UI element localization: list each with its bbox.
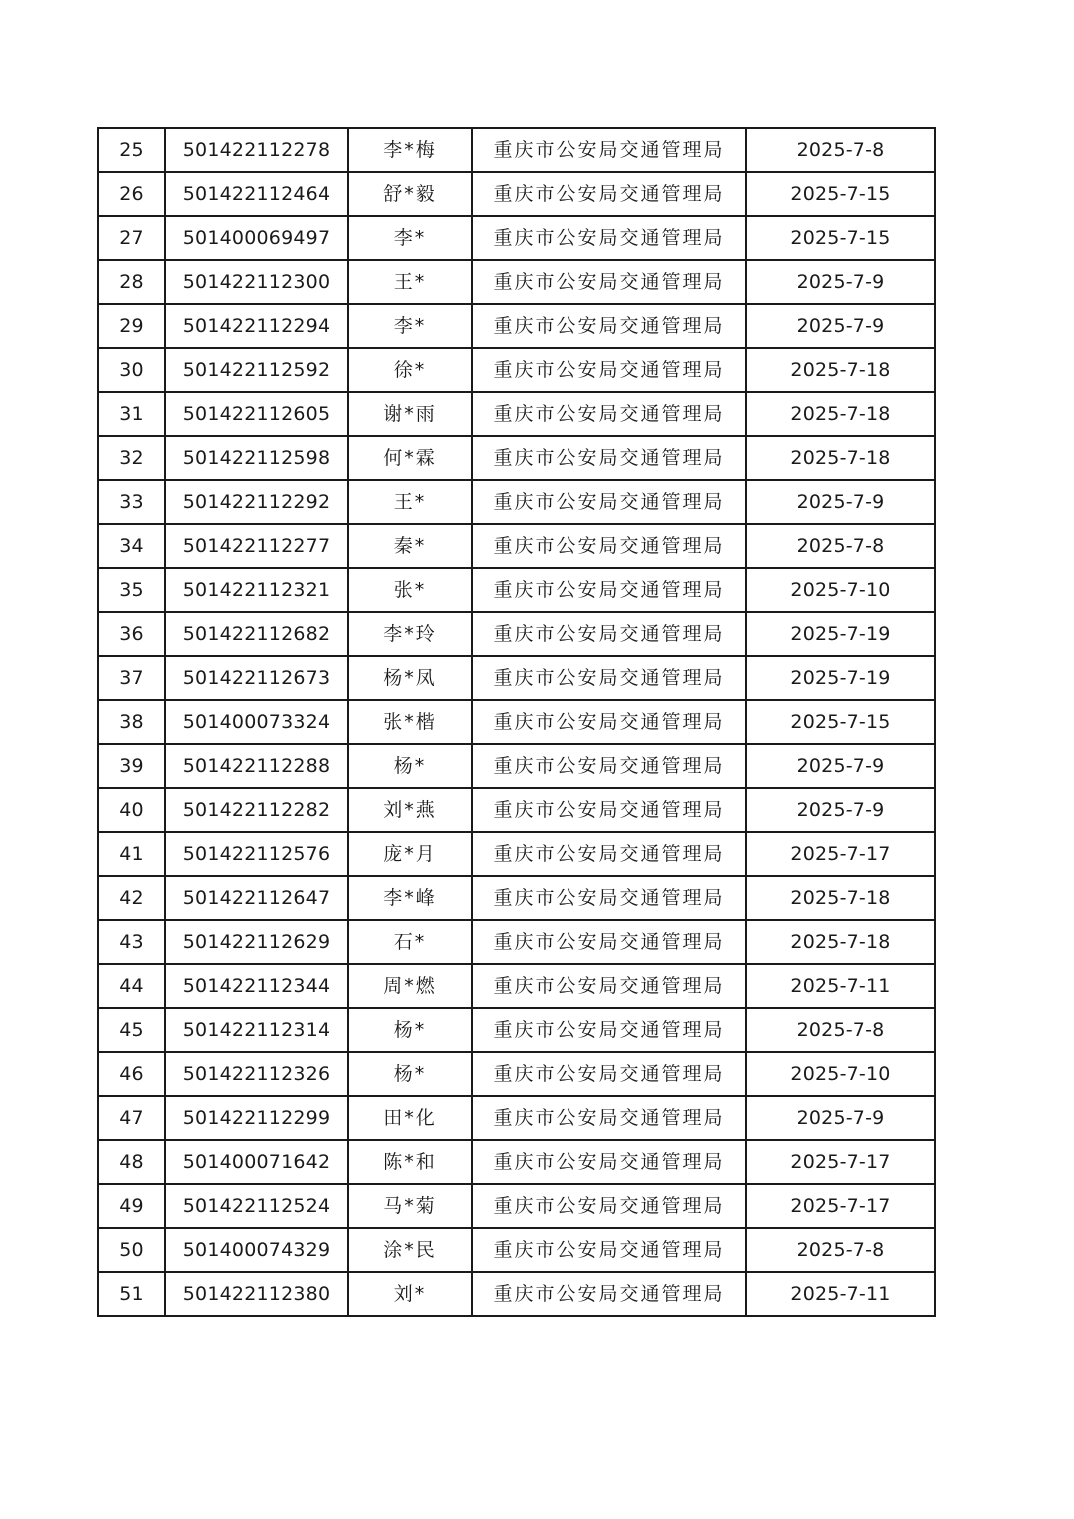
person-name-cell: 李*梅	[348, 128, 472, 172]
records-table	[97, 127, 936, 1317]
person-name-cell: 杨*	[348, 1008, 472, 1052]
row-number-cell: 42	[98, 876, 165, 920]
record-id-cell: 501422112598	[165, 436, 348, 480]
row-number-cell: 46	[98, 1052, 165, 1096]
table-row	[98, 656, 935, 700]
row-number-cell: 36	[98, 612, 165, 656]
person-name-cell: 谢*雨	[348, 392, 472, 436]
organization-cell: 重庆市公安局交通管理局	[472, 876, 746, 920]
table-row	[98, 568, 935, 612]
organization-cell: 重庆市公安局交通管理局	[472, 1228, 746, 1272]
date-cell: 2025-7-17	[746, 832, 935, 876]
row-number-cell: 49	[98, 1184, 165, 1228]
table-row	[98, 128, 935, 172]
organization-cell: 重庆市公安局交通管理局	[472, 700, 746, 744]
person-name-cell: 周*燃	[348, 964, 472, 1008]
table-row	[98, 612, 935, 656]
date-cell: 2025-7-15	[746, 172, 935, 216]
person-name-cell: 刘*燕	[348, 788, 472, 832]
record-id-cell: 501422112326	[165, 1052, 348, 1096]
row-number-cell: 50	[98, 1228, 165, 1272]
row-number-cell: 44	[98, 964, 165, 1008]
organization-cell: 重庆市公安局交通管理局	[472, 1184, 746, 1228]
date-cell: 2025-7-18	[746, 920, 935, 964]
organization-cell: 重庆市公安局交通管理局	[472, 480, 746, 524]
person-name-cell: 田*化	[348, 1096, 472, 1140]
date-cell: 2025-7-18	[746, 392, 935, 436]
date-cell: 2025-7-8	[746, 128, 935, 172]
record-id-cell: 501422112464	[165, 172, 348, 216]
person-name-cell: 涂*民	[348, 1228, 472, 1272]
organization-cell: 重庆市公安局交通管理局	[472, 172, 746, 216]
row-number-cell: 25	[98, 128, 165, 172]
row-number-cell: 51	[98, 1272, 165, 1316]
record-id-cell: 501422112314	[165, 1008, 348, 1052]
table-row	[98, 876, 935, 920]
date-cell: 2025-7-10	[746, 1052, 935, 1096]
table-row	[98, 524, 935, 568]
organization-cell: 重庆市公安局交通管理局	[472, 1140, 746, 1184]
organization-cell: 重庆市公安局交通管理局	[472, 436, 746, 480]
row-number-cell: 35	[98, 568, 165, 612]
record-id-cell: 501422112299	[165, 1096, 348, 1140]
record-id-cell: 501422112292	[165, 480, 348, 524]
record-id-cell: 501422112647	[165, 876, 348, 920]
table-row	[98, 832, 935, 876]
person-name-cell: 李*玲	[348, 612, 472, 656]
date-cell: 2025-7-18	[746, 348, 935, 392]
person-name-cell: 王*	[348, 260, 472, 304]
table-row	[98, 392, 935, 436]
organization-cell: 重庆市公安局交通管理局	[472, 392, 746, 436]
row-number-cell: 33	[98, 480, 165, 524]
person-name-cell: 马*菊	[348, 1184, 472, 1228]
organization-cell: 重庆市公安局交通管理局	[472, 524, 746, 568]
person-name-cell: 陈*和	[348, 1140, 472, 1184]
row-number-cell: 29	[98, 304, 165, 348]
organization-cell: 重庆市公安局交通管理局	[472, 656, 746, 700]
date-cell: 2025-7-17	[746, 1184, 935, 1228]
date-cell: 2025-7-9	[746, 744, 935, 788]
date-cell: 2025-7-19	[746, 612, 935, 656]
person-name-cell: 舒*毅	[348, 172, 472, 216]
row-number-cell: 48	[98, 1140, 165, 1184]
row-number-cell: 37	[98, 656, 165, 700]
person-name-cell: 何*霖	[348, 436, 472, 480]
organization-cell: 重庆市公安局交通管理局	[472, 612, 746, 656]
date-cell: 2025-7-9	[746, 788, 935, 832]
organization-cell: 重庆市公安局交通管理局	[472, 1096, 746, 1140]
person-name-cell: 李*	[348, 304, 472, 348]
person-name-cell: 刘*	[348, 1272, 472, 1316]
table-row	[98, 216, 935, 260]
row-number-cell: 38	[98, 700, 165, 744]
table-row	[98, 172, 935, 216]
table-row	[98, 1140, 935, 1184]
record-id-cell: 501400071642	[165, 1140, 348, 1184]
record-id-cell: 501422112605	[165, 392, 348, 436]
records-table-body	[98, 128, 935, 1316]
row-number-cell: 43	[98, 920, 165, 964]
row-number-cell: 28	[98, 260, 165, 304]
date-cell: 2025-7-8	[746, 1228, 935, 1272]
table-row	[98, 920, 935, 964]
table-row	[98, 348, 935, 392]
record-id-cell: 501422112278	[165, 128, 348, 172]
date-cell: 2025-7-11	[746, 1272, 935, 1316]
row-number-cell: 47	[98, 1096, 165, 1140]
organization-cell: 重庆市公安局交通管理局	[472, 216, 746, 260]
record-id-cell: 501422112592	[165, 348, 348, 392]
table-row	[98, 744, 935, 788]
record-id-cell: 501422112576	[165, 832, 348, 876]
date-cell: 2025-7-9	[746, 260, 935, 304]
row-number-cell: 39	[98, 744, 165, 788]
table-row	[98, 700, 935, 744]
person-name-cell: 张*楷	[348, 700, 472, 744]
person-name-cell: 李*峰	[348, 876, 472, 920]
organization-cell: 重庆市公安局交通管理局	[472, 1008, 746, 1052]
table-row	[98, 1272, 935, 1316]
record-id-cell: 501422112288	[165, 744, 348, 788]
person-name-cell: 李*	[348, 216, 472, 260]
organization-cell: 重庆市公安局交通管理局	[472, 744, 746, 788]
table-row	[98, 304, 935, 348]
person-name-cell: 秦*	[348, 524, 472, 568]
row-number-cell: 41	[98, 832, 165, 876]
organization-cell: 重庆市公安局交通管理局	[472, 1052, 746, 1096]
person-name-cell: 杨*凤	[348, 656, 472, 700]
organization-cell: 重庆市公安局交通管理局	[472, 964, 746, 1008]
organization-cell: 重庆市公安局交通管理局	[472, 128, 746, 172]
table-row	[98, 436, 935, 480]
row-number-cell: 40	[98, 788, 165, 832]
row-number-cell: 45	[98, 1008, 165, 1052]
date-cell: 2025-7-9	[746, 304, 935, 348]
person-name-cell: 庞*月	[348, 832, 472, 876]
date-cell: 2025-7-18	[746, 436, 935, 480]
table-row	[98, 1052, 935, 1096]
organization-cell: 重庆市公安局交通管理局	[472, 920, 746, 964]
date-cell: 2025-7-8	[746, 1008, 935, 1052]
date-cell: 2025-7-19	[746, 656, 935, 700]
table-row	[98, 1184, 935, 1228]
row-number-cell: 32	[98, 436, 165, 480]
table-row	[98, 1008, 935, 1052]
table-row	[98, 260, 935, 304]
record-id-cell: 501400069497	[165, 216, 348, 260]
table-row	[98, 964, 935, 1008]
row-number-cell: 31	[98, 392, 165, 436]
record-id-cell: 501422112629	[165, 920, 348, 964]
person-name-cell: 张*	[348, 568, 472, 612]
person-name-cell: 徐*	[348, 348, 472, 392]
organization-cell: 重庆市公安局交通管理局	[472, 832, 746, 876]
row-number-cell: 34	[98, 524, 165, 568]
person-name-cell: 石*	[348, 920, 472, 964]
date-cell: 2025-7-9	[746, 480, 935, 524]
date-cell: 2025-7-9	[746, 1096, 935, 1140]
date-cell: 2025-7-15	[746, 700, 935, 744]
date-cell: 2025-7-17	[746, 1140, 935, 1184]
date-cell: 2025-7-10	[746, 568, 935, 612]
person-name-cell: 杨*	[348, 744, 472, 788]
date-cell: 2025-7-11	[746, 964, 935, 1008]
record-id-cell: 501422112524	[165, 1184, 348, 1228]
record-id-cell: 501422112282	[165, 788, 348, 832]
date-cell: 2025-7-18	[746, 876, 935, 920]
record-id-cell: 501422112682	[165, 612, 348, 656]
record-id-cell: 501422112344	[165, 964, 348, 1008]
record-id-cell: 501422112294	[165, 304, 348, 348]
record-id-cell: 501422112380	[165, 1272, 348, 1316]
record-id-cell: 501422112321	[165, 568, 348, 612]
table-row	[98, 788, 935, 832]
organization-cell: 重庆市公安局交通管理局	[472, 348, 746, 392]
date-cell: 2025-7-8	[746, 524, 935, 568]
organization-cell: 重庆市公安局交通管理局	[472, 788, 746, 832]
table-row	[98, 1096, 935, 1140]
record-id-cell: 501422112277	[165, 524, 348, 568]
record-id-cell: 501422112300	[165, 260, 348, 304]
record-id-cell: 501400073324	[165, 700, 348, 744]
record-id-cell: 501400074329	[165, 1228, 348, 1272]
table-row	[98, 1228, 935, 1272]
row-number-cell: 26	[98, 172, 165, 216]
row-number-cell: 30	[98, 348, 165, 392]
organization-cell: 重庆市公安局交通管理局	[472, 260, 746, 304]
organization-cell: 重庆市公安局交通管理局	[472, 568, 746, 612]
row-number-cell: 27	[98, 216, 165, 260]
organization-cell: 重庆市公安局交通管理局	[472, 1272, 746, 1316]
record-id-cell: 501422112673	[165, 656, 348, 700]
person-name-cell: 杨*	[348, 1052, 472, 1096]
table-row	[98, 480, 935, 524]
date-cell: 2025-7-15	[746, 216, 935, 260]
organization-cell: 重庆市公安局交通管理局	[472, 304, 746, 348]
person-name-cell: 王*	[348, 480, 472, 524]
